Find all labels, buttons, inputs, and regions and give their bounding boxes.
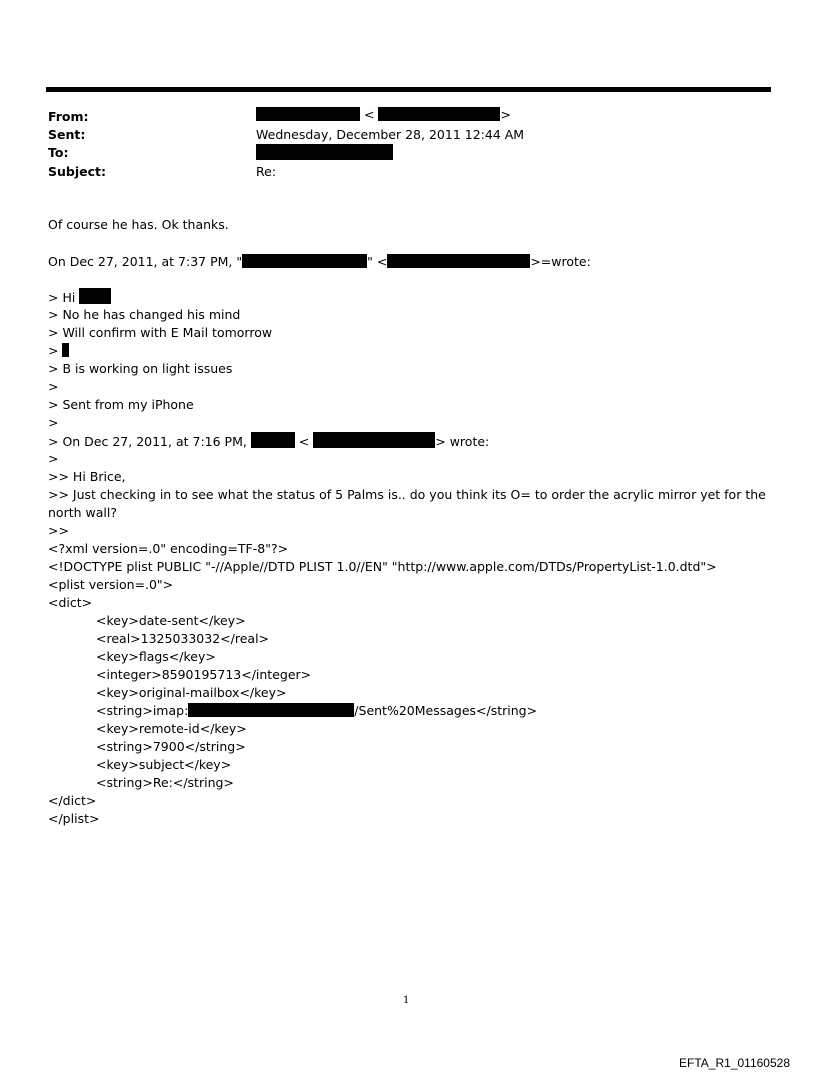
attribution-text: " < — [367, 254, 388, 269]
bates-number: EFTA_R1_01160528 — [679, 1056, 790, 1070]
body-line: > — [48, 451, 59, 466]
from-gt: > — [500, 107, 511, 122]
body-line: <key>remote-id</key> — [96, 721, 247, 736]
body-line: >> Just checking in to see what the status of 5 Palms is.. do you think its O= to order the acrylic mirror yet for the north wall? — [48, 487, 766, 520]
redaction-block — [79, 288, 111, 304]
subject-label: Subject: — [48, 164, 106, 179]
body-line: </plist> — [48, 811, 100, 826]
body-line: <key>flags</key> — [96, 649, 216, 664]
xml-text: <string>imap: — [96, 703, 189, 718]
body-line: <string>Re:</string> — [96, 775, 234, 790]
sent-value: Wednesday, December 28, 2011 12:44 AM — [256, 127, 525, 142]
redaction-block — [242, 254, 367, 268]
body-line — [48, 342, 69, 360]
quote-attribution — [48, 253, 591, 271]
from-value — [256, 106, 511, 124]
sent-label: Sent: — [48, 127, 86, 142]
body-line: <string>7900</string> — [96, 739, 246, 754]
from-lt: < — [363, 107, 375, 122]
body-line: Of course he has. Ok thanks. — [48, 217, 229, 232]
page-number: 1 — [403, 995, 410, 1006]
from-label: From: — [48, 109, 89, 124]
body-line: > Will confirm with E Mail tomorrow — [48, 325, 273, 340]
redaction-block — [313, 432, 435, 448]
attribution-text: On Dec 27, 2011, at 7:37 PM, " — [48, 254, 243, 269]
body-line: > No he has changed his mind — [48, 307, 241, 322]
body-line: >> — [48, 523, 69, 538]
redaction-block — [256, 107, 360, 121]
header-rule — [46, 87, 771, 92]
attribution-text: >=wrote: — [530, 254, 591, 269]
quote-text: > — [48, 343, 59, 358]
redaction-block — [62, 343, 69, 357]
quote-text: > wrote: — [435, 434, 490, 449]
body-line: <integer>8590195713</integer> — [96, 667, 312, 682]
body-line: > — [48, 415, 59, 430]
to-label: To: — [48, 145, 69, 160]
body-line: <key>date-sent</key> — [96, 613, 246, 628]
body-line: <key>original-mailbox</key> — [96, 685, 287, 700]
subject-value: Re: — [256, 164, 277, 179]
redaction-block — [256, 144, 393, 160]
redaction-block — [188, 703, 354, 717]
body-line: <dict> — [48, 595, 93, 610]
body-line: > — [48, 379, 59, 394]
to-value — [256, 144, 393, 163]
redaction-block — [251, 432, 295, 448]
redaction-block — [387, 254, 530, 268]
body-line — [96, 702, 537, 720]
body-line — [48, 432, 489, 451]
quote-text: < — [298, 434, 310, 449]
body-line: >> Hi Brice, — [48, 469, 126, 484]
redaction-block — [378, 107, 500, 121]
quote-text: > On Dec 27, 2011, at 7:16 PM, — [48, 434, 247, 449]
body-line: <real>1325033032</real> — [96, 631, 270, 646]
xml-text: /Sent%20Messages</string> — [354, 703, 538, 718]
body-line: <key>subject</key> — [96, 757, 232, 772]
body-line: <!DOCTYPE plist PUBLIC "-//Apple//DTD PLIST 1.0//EN" "http://www.apple.com/DTDs/PropertyList-1.0.dtd"> — [48, 559, 717, 574]
body-line: <?xml version=.0" encoding=TF-8"?> — [48, 541, 289, 556]
body-line: > B is working on light issues — [48, 361, 233, 376]
body-line: </dict> — [48, 793, 97, 808]
body-line: > Sent from my iPhone — [48, 397, 194, 412]
body-line: <plist version=.0"> — [48, 577, 174, 592]
body-line — [48, 288, 111, 307]
quote-text: > Hi — [48, 290, 76, 305]
